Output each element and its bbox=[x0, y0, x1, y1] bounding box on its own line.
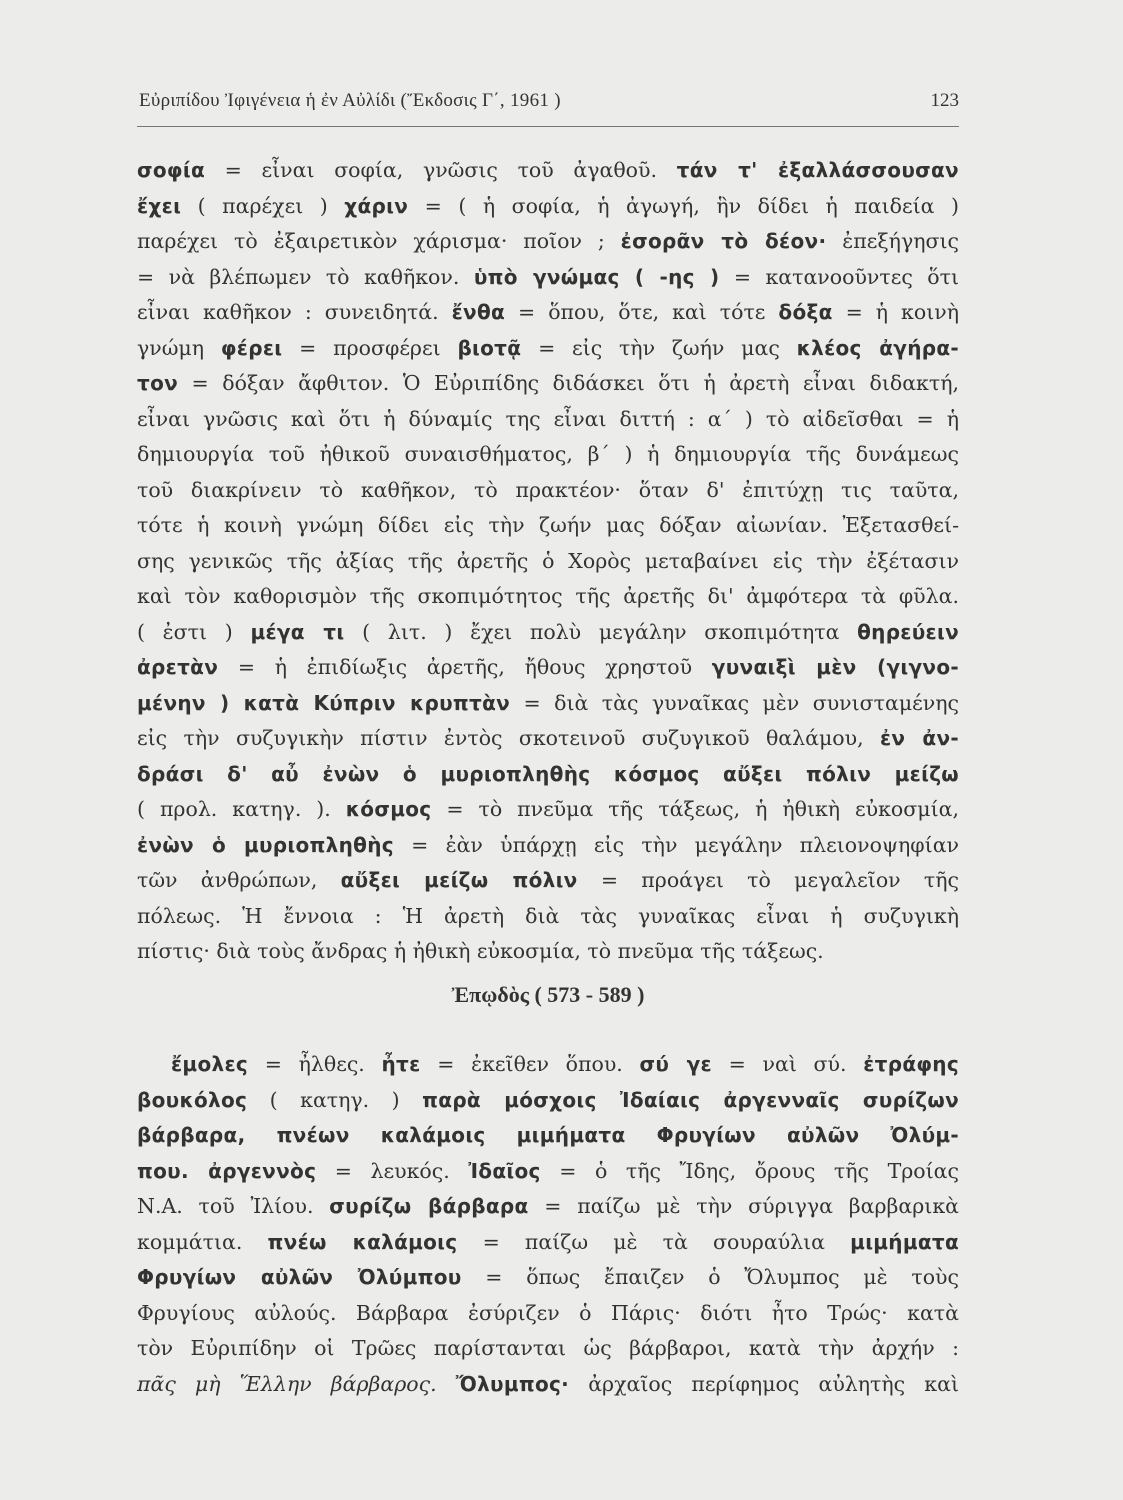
lemma-term: ὑπὸ γνώμας ( -ης ) bbox=[473, 264, 720, 289]
text-line bbox=[137, 1189, 959, 1225]
text-segment: = λευκός. bbox=[316, 1158, 469, 1183]
text-line bbox=[137, 1225, 959, 1261]
text-line bbox=[137, 508, 959, 544]
text-line bbox=[137, 295, 959, 331]
lemma-term: κλέος ἀγήρα- bbox=[796, 335, 959, 360]
text-line bbox=[137, 1047, 959, 1083]
text-segment: = δόξαν ἄφθιτον. Ὁ Εὐριπίδης διδάσκει ὅτι ἡ ἀρετὴ εἶναι διδακτή, bbox=[178, 371, 959, 395]
text-segment: = εἰς τὴν ζωήν μας bbox=[521, 335, 797, 360]
text-segment: πᾶς μὴ Ἕλλην βάρβαρος. bbox=[137, 1371, 456, 1396]
lemma-term: τον bbox=[137, 371, 179, 395]
lemma-term: παρὰ μόσχοις Ἰδαίαις ἀργενναῖς συρίζων bbox=[422, 1087, 960, 1112]
running-title: Εὐριπίδου Ἰφιγένεια ἡ ἐν Αὐλίδι (Ἔκδοσις Γ΄, 1961 ) bbox=[139, 90, 561, 111]
lemma-term: βουκόλος bbox=[137, 1087, 248, 1112]
text-line bbox=[137, 899, 959, 935]
text-line bbox=[137, 863, 959, 899]
text-segment: = ἡ ἐπιδίωξις ἀρετῆς, ἤθους χρηστοῦ bbox=[218, 655, 712, 679]
text-line bbox=[137, 686, 959, 722]
lemma-term: ἔμολες bbox=[171, 1052, 249, 1076]
text-segment: = ἐὰν ὑπάρχῃ εἰς τὴν μεγάλην πλειονοψηφίαν bbox=[393, 832, 959, 857]
lemma-term: κόσμος bbox=[345, 797, 432, 821]
text-segment: εἶναι καθῆκον : συνειδητά. bbox=[137, 300, 452, 324]
text-segment: ( ἐστι ) bbox=[137, 619, 251, 644]
text-segment: τοῦ διακρίνειν τὸ καθῆκον, τὸ πρακτέον· ὅταν δ' ἐπιτύχῃ τις ταῦτα, bbox=[137, 477, 959, 502]
lemma-term: μένην ) κατὰ Κύπριν κρυπτὰν bbox=[137, 690, 511, 715]
text-line bbox=[137, 1296, 959, 1332]
text-line bbox=[137, 615, 959, 651]
running-header bbox=[137, 86, 959, 127]
section-title: Ἐπῳδὸς ( 573 - 589 ) bbox=[451, 982, 645, 1007]
text-line bbox=[137, 260, 959, 296]
text-line bbox=[137, 402, 959, 438]
lemma-term: σοφία bbox=[137, 158, 205, 182]
lemma-term: ἐσορᾶν τὸ δέον· bbox=[620, 229, 827, 253]
page-number: 123 bbox=[930, 90, 959, 111]
lemma-term: ἐτράφης bbox=[863, 1052, 959, 1076]
lemma-term: γυναιξὶ μὲν (γιγνο- bbox=[711, 655, 959, 679]
text-segment: = ὅπως ἔπαιζεν ὁ Ὄλυμπος μὲ τοὺς bbox=[461, 1265, 959, 1289]
text-line bbox=[137, 579, 959, 615]
lemma-term: βιοτᾷ bbox=[457, 335, 522, 360]
text-segment: = προάγει τὸ μεγαλεῖον τῆς bbox=[577, 868, 959, 892]
lemma-term: ἔνθα bbox=[451, 300, 506, 324]
text-segment: = ναὶ σύ. bbox=[711, 1052, 864, 1076]
lemma-term: αὔξει μείζω πόλιν bbox=[340, 868, 578, 892]
text-segment: = ὅπου, ὅτε, καὶ τότε bbox=[505, 300, 779, 324]
text-segment: ἀρχαῖος περίφημος αὐλητὴς καὶ bbox=[569, 1371, 959, 1396]
lemma-term: δόξα bbox=[778, 300, 833, 324]
lemma-term: που. ἀργεννὸς bbox=[137, 1158, 317, 1183]
text-segment: εἰς τὴν συζυγικὴν πίστιν ἐντὸς σκοτεινοῦ συζυγικοῦ θαλάμου, bbox=[137, 726, 880, 750]
text-line bbox=[137, 189, 959, 225]
text-segment: ( λιτ. ) ἔχει πολὺ μεγάλην σκοπιμότητα bbox=[344, 619, 858, 644]
text-segment: = προσφέρει bbox=[282, 335, 458, 360]
text-segment: ( κατηγ. ) bbox=[247, 1087, 423, 1112]
text-segment: = παίζω μὲ τὴν σύριγγα βαρβαρικὰ bbox=[528, 1194, 959, 1218]
text-segment: τῶν ἀνθρώπων, bbox=[137, 868, 341, 892]
text-line bbox=[137, 331, 959, 367]
text-line bbox=[137, 721, 959, 757]
lemma-term: ἔχει bbox=[137, 193, 182, 218]
text-segment: Ν.Α. τοῦ Ἰλίου. bbox=[137, 1194, 330, 1218]
text-line bbox=[137, 1154, 959, 1190]
lemma-term: Ὄλυμπος· bbox=[455, 1371, 570, 1396]
text-segment: πίστις· διὰ τοὺς ἄνδρας ἡ ἠθικὴ εὐκοσμία, τὸ πνεῦμα τῆς τάξεως. bbox=[137, 939, 824, 963]
text-segment: τότε ἡ κοινὴ γνώμη δίδει εἰς τὴν ζωήν μας δόξαν αἰωνίαν. Ἐξετασθεί- bbox=[137, 513, 959, 537]
text-line bbox=[137, 473, 959, 509]
text-line bbox=[137, 934, 959, 970]
text-line bbox=[137, 1367, 959, 1403]
text-line bbox=[137, 366, 959, 402]
text-segment: καὶ τὸν καθορισμὸν τῆς σκοπιμότητος τῆς ἀρετῆς δι' ἀμφότερα τὰ φῦλα. bbox=[137, 584, 959, 608]
text-line bbox=[137, 1260, 959, 1296]
lemma-term: δράσι δ' αὖ ἐνὼν ὁ μυριοπληθὴς κόσμος αὔξει πόλιν μείζω bbox=[137, 761, 959, 786]
lemma-term: Ἰδαῖος bbox=[468, 1158, 541, 1183]
text-segment: = νὰ βλέπωμεν τὸ καθῆκον. bbox=[137, 264, 474, 289]
lemma-term: μέγα τι bbox=[250, 619, 345, 644]
text-segment: = κατανοοῦντες ὅτι bbox=[719, 264, 959, 289]
text-segment: = παίζω μὲ τὰ σουραύλια bbox=[457, 1229, 851, 1254]
text-segment: = ἐκεῖθεν ὅπου. bbox=[420, 1052, 640, 1076]
text-segment: παρέχει τὸ ἐξαιρετικὸν χάρισμα· ποῖον ; bbox=[137, 229, 621, 253]
text-line bbox=[137, 544, 959, 580]
text-line bbox=[137, 224, 959, 260]
text-segment: ( παρέχει ) bbox=[181, 193, 345, 218]
text-segment: σης γενικῶς τῆς ἀξίας τῆς ἀρετῆς ὁ Χορὸς μεταβαίνει εἰς τὴν ἐξέτασιν bbox=[137, 548, 959, 573]
text-segment: Φρυγίους αὐλούς. Βάρβαρα ἐσύριζεν ὁ Πάρις· διότι ἦτο Τρώς· κατὰ bbox=[137, 1300, 959, 1325]
text-segment: πόλεως. Ἡ ἔννοια : Ἡ ἀρετὴ διὰ τὰς γυναῖκας εἶναι ἡ συζυγικὴ bbox=[137, 903, 959, 928]
lemma-term: θηρεύειν bbox=[857, 619, 959, 644]
commentary-block-1 bbox=[137, 153, 959, 970]
text-segment: = εἶναι σοφία, γνῶσις τοῦ ἀγαθοῦ. bbox=[205, 158, 677, 182]
text-segment: τὸν Εὐριπίδην οἱ Τρῶες παρίστανται ὡς βάρβαροι, κατὰ τὴν ἀρχήν : bbox=[137, 1336, 959, 1360]
text-line bbox=[137, 1118, 959, 1154]
text-line bbox=[137, 437, 959, 473]
text-segment: δημιουργία τοῦ ἠθικοῦ συναισθήματος, β΄ ) ἡ δημιουργία τῆς δυνάμεως bbox=[137, 442, 959, 466]
text-line bbox=[137, 153, 959, 189]
text-segment: = ἦλθες. bbox=[248, 1052, 382, 1076]
lemma-term: φέρει bbox=[220, 335, 283, 360]
lemma-term: συρίζω βάρβαρα bbox=[329, 1194, 529, 1218]
lemma-term: πνέω καλάμοις bbox=[267, 1229, 458, 1254]
text-segment: ( προλ. κατηγ. ). bbox=[137, 797, 346, 821]
commentary-block-2 bbox=[137, 1047, 959, 1402]
text-segment: κομμάτια. bbox=[137, 1229, 268, 1254]
lemma-term: βάρβαρα, πνέων καλάμοις μιμήματα Φρυγίων αὐλῶν Ὀλύμ- bbox=[137, 1123, 959, 1147]
lemma-term: τάν τ' ἐξαλλάσσουσαν bbox=[676, 158, 959, 182]
lemma-term: ἐν ἀν- bbox=[879, 726, 959, 750]
text-segment: ἐπεξήγησις bbox=[826, 229, 959, 253]
text-line bbox=[137, 1331, 959, 1367]
text-segment: = ὁ τῆς Ἴδης, ὄρους τῆς Τροίας bbox=[540, 1158, 959, 1183]
text-segment: = ἡ κοινὴ bbox=[832, 300, 959, 324]
text-line bbox=[137, 1083, 959, 1119]
lemma-term: ἐνὼν ὁ μυριοπληθὴς bbox=[137, 832, 394, 857]
text-segment: = διὰ τὰς γυναῖκας μὲν συνισταμένης bbox=[510, 690, 960, 715]
lemma-term: μιμήματα bbox=[850, 1229, 959, 1254]
lemma-term: ἦτε bbox=[381, 1052, 421, 1076]
text-line bbox=[137, 757, 959, 793]
text-segment: = τὸ πνεῦμα τῆς τάξεως, ἡ ἠθικὴ εὐκοσμία, bbox=[431, 797, 959, 821]
text-line bbox=[137, 650, 959, 686]
text-segment: εἶναι γνῶσις καὶ ὅτι ἡ δύναμίς της εἶναι διττή : α΄ ) τὸ αἰδεῖσθαι = ἡ bbox=[137, 406, 959, 431]
text-line bbox=[137, 828, 959, 864]
text-line bbox=[137, 792, 959, 828]
lemma-term: Φρυγίων αὐλῶν Ὀλύμπου bbox=[137, 1265, 462, 1289]
lemma-term: χάριν bbox=[344, 193, 409, 218]
lemma-term: ἀρετὰν bbox=[137, 655, 219, 679]
lemma-term: σύ γε bbox=[639, 1052, 712, 1076]
text-segment: = ( ἡ σοφία, ἡ ἀγωγή, ἣν δίδει ἡ παιδεία ) bbox=[408, 193, 959, 218]
text-segment: γνώμη bbox=[137, 335, 221, 360]
